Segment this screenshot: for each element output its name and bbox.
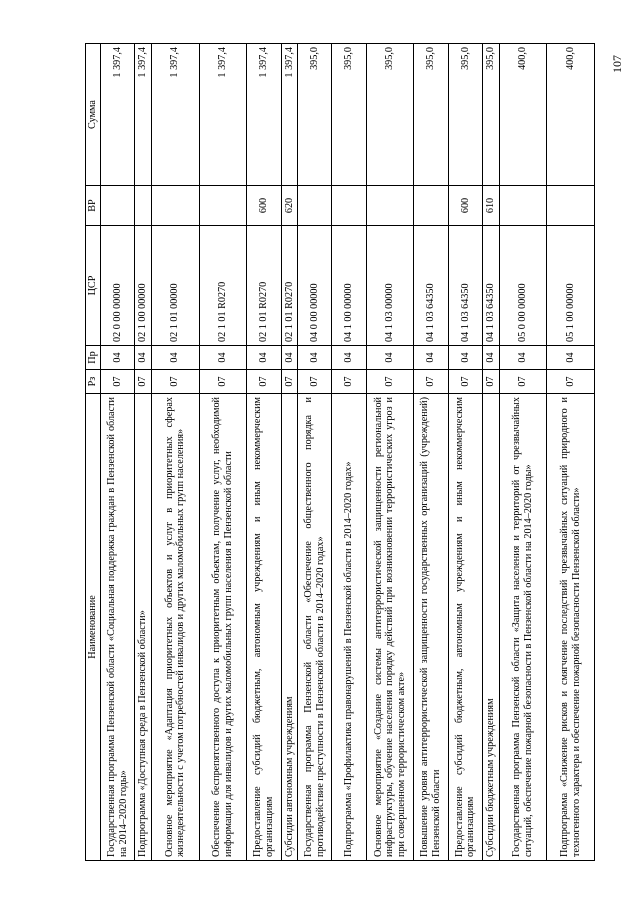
cell-csr: 04 1 03 64350 <box>483 226 500 346</box>
cell-rz: 07 <box>247 370 281 394</box>
table-row <box>281 44 298 861</box>
cell-name: Повышение уровня антитеррористической защищенности государственных организаций (учреждений) Пензенской области <box>414 394 448 861</box>
cell-vr <box>199 186 247 226</box>
header-sum: Сумма <box>86 44 101 186</box>
header-csr: ЦСР <box>86 226 101 346</box>
cell-pr: 04 <box>199 346 247 370</box>
cell-sum: 1 397,4 <box>101 44 135 186</box>
cell-sum: 400,0 <box>547 44 595 186</box>
header-pr: Пр <box>86 346 101 370</box>
cell-sum: 1 397,4 <box>199 44 247 186</box>
cell-csr: 02 1 01 R0270 <box>247 226 281 346</box>
cell-csr: 05 1 00 00000 <box>547 226 595 346</box>
cell-sum: 1 397,4 <box>247 44 281 186</box>
cell-sum: 395,0 <box>448 44 482 186</box>
rotated-page <box>85 44 640 861</box>
cell-sum: 395,0 <box>366 44 414 186</box>
cell-rz: 07 <box>101 370 135 394</box>
cell-pr: 04 <box>448 346 482 370</box>
cell-sum: 1 397,4 <box>135 44 152 186</box>
table-header-row <box>86 44 101 861</box>
cell-vr <box>547 186 595 226</box>
cell-pr: 04 <box>135 346 152 370</box>
table-row <box>199 44 247 861</box>
cell-csr: 04 1 00 00000 <box>332 226 366 346</box>
cell-rz: 07 <box>281 370 298 394</box>
cell-sum: 1 397,4 <box>151 44 199 186</box>
cell-pr: 04 <box>414 346 448 370</box>
cell-csr: 02 1 00 00000 <box>135 226 152 346</box>
header-rz: Рз <box>86 370 101 394</box>
cell-rz: 07 <box>483 370 500 394</box>
cell-rz: 07 <box>414 370 448 394</box>
cell-name: Государственная программа Пензенской области «Социальная поддержка граждан в Пензенской области на 2014–2020 годы» <box>101 394 135 861</box>
cell-name: Субсидии автономным учреждениям <box>281 394 298 861</box>
cell-vr: 610 <box>483 186 500 226</box>
table-row <box>448 44 482 861</box>
cell-name: Подпрограмма «Доступная среда в Пензенской области» <box>135 394 152 861</box>
cell-rz: 07 <box>199 370 247 394</box>
table-row <box>499 44 547 861</box>
cell-name: Подпрограмма «Профилактика правонарушений в Пензенской области в 2014–2020 годах» <box>332 394 366 861</box>
cell-csr: 04 1 03 64350 <box>414 226 448 346</box>
cell-name: Государственная программа Пензенской области «Защита населения и территорий от чрезвычайных ситуаций, обеспечение пожарной безопасности в Пензенской области на 2014–2020 годы» <box>499 394 547 861</box>
table-row <box>135 44 152 861</box>
cell-pr: 04 <box>547 346 595 370</box>
cell-vr <box>298 186 332 226</box>
cell-name: Государственная программа Пензенской области «Обеспечение общественного порядка и противодействие преступности в Пензенской области в 2014–2020 годах» <box>298 394 332 861</box>
cell-vr: 620 <box>281 186 298 226</box>
cell-csr: 05 0 00 00000 <box>499 226 547 346</box>
table-row <box>151 44 199 861</box>
cell-vr <box>101 186 135 226</box>
cell-rz: 07 <box>151 370 199 394</box>
cell-pr: 04 <box>281 346 298 370</box>
cell-csr: 02 1 01 R0270 <box>199 226 247 346</box>
header-name: Наименование <box>86 394 101 861</box>
cell-pr: 04 <box>101 346 135 370</box>
cell-pr: 04 <box>366 346 414 370</box>
cell-rz: 07 <box>448 370 482 394</box>
table-row <box>366 44 414 861</box>
cell-pr: 04 <box>483 346 500 370</box>
cell-vr <box>135 186 152 226</box>
table-row <box>101 44 135 861</box>
budget-table <box>85 43 595 861</box>
cell-vr <box>332 186 366 226</box>
page-number: 107 <box>610 55 624 73</box>
cell-sum: 395,0 <box>483 44 500 186</box>
cell-sum: 395,0 <box>414 44 448 186</box>
cell-rz: 07 <box>366 370 414 394</box>
cell-sum: 395,0 <box>298 44 332 186</box>
cell-pr: 04 <box>247 346 281 370</box>
cell-vr: 600 <box>448 186 482 226</box>
cell-csr: 04 0 00 00000 <box>298 226 332 346</box>
table-row <box>414 44 448 861</box>
cell-name: Основное мероприятие «Создание системы антитеррористической защищенности региональной инфраструктуры, обучение населения порядку действий при возникновении террористических угроз и при совершенном террористическом акте» <box>366 394 414 861</box>
table-row <box>547 44 595 861</box>
cell-name: Субсидии бюджетным учреждениям <box>483 394 500 861</box>
cell-rz: 07 <box>547 370 595 394</box>
cell-name: Обеспечение беспрепятственного доступа к приоритетным объектам, получение услуг, необходимой информации для инвалидов и других маломобильных групп населения в Пензенской области <box>199 394 247 861</box>
cell-name: Подпрограмма «Снижение рисков и смягчение последствий чрезвычайных ситуаций природного и техногенного характера и обеспечение пожарной безопасности Пензенской области» <box>547 394 595 861</box>
cell-vr: 600 <box>247 186 281 226</box>
cell-vr <box>151 186 199 226</box>
cell-csr: 02 1 01 00000 <box>151 226 199 346</box>
cell-rz: 07 <box>135 370 152 394</box>
cell-vr <box>499 186 547 226</box>
table-row <box>247 44 281 861</box>
cell-name: Основное мероприятие «Адаптация приоритетных объектов и услуг в приоритетных сферах жизнедеятельности с учетом потребностей инвалидов и других маломобильных групп населения» <box>151 394 199 861</box>
cell-sum: 1 397,4 <box>281 44 298 186</box>
cell-csr: 02 0 00 00000 <box>101 226 135 346</box>
cell-csr: 04 1 03 00000 <box>366 226 414 346</box>
cell-pr: 04 <box>332 346 366 370</box>
cell-rz: 07 <box>332 370 366 394</box>
table-row <box>332 44 366 861</box>
cell-name: Предоставление субсидий бюджетным, автономным учреждениям и иным некоммерческим организациям <box>448 394 482 861</box>
cell-csr: 02 1 01 R0270 <box>281 226 298 346</box>
cell-sum: 400,0 <box>499 44 547 186</box>
table-row <box>483 44 500 861</box>
cell-rz: 07 <box>499 370 547 394</box>
cell-pr: 04 <box>499 346 547 370</box>
cell-vr <box>414 186 448 226</box>
cell-pr: 04 <box>298 346 332 370</box>
cell-pr: 04 <box>151 346 199 370</box>
cell-name: Предоставление субсидий бюджетным, автономным учреждениям и иным некоммерческим организациям <box>247 394 281 861</box>
cell-sum: 395,0 <box>332 44 366 186</box>
cell-csr: 04 1 03 64350 <box>448 226 482 346</box>
cell-vr <box>366 186 414 226</box>
cell-rz: 07 <box>298 370 332 394</box>
table-row <box>298 44 332 861</box>
header-vr: ВР <box>86 186 101 226</box>
